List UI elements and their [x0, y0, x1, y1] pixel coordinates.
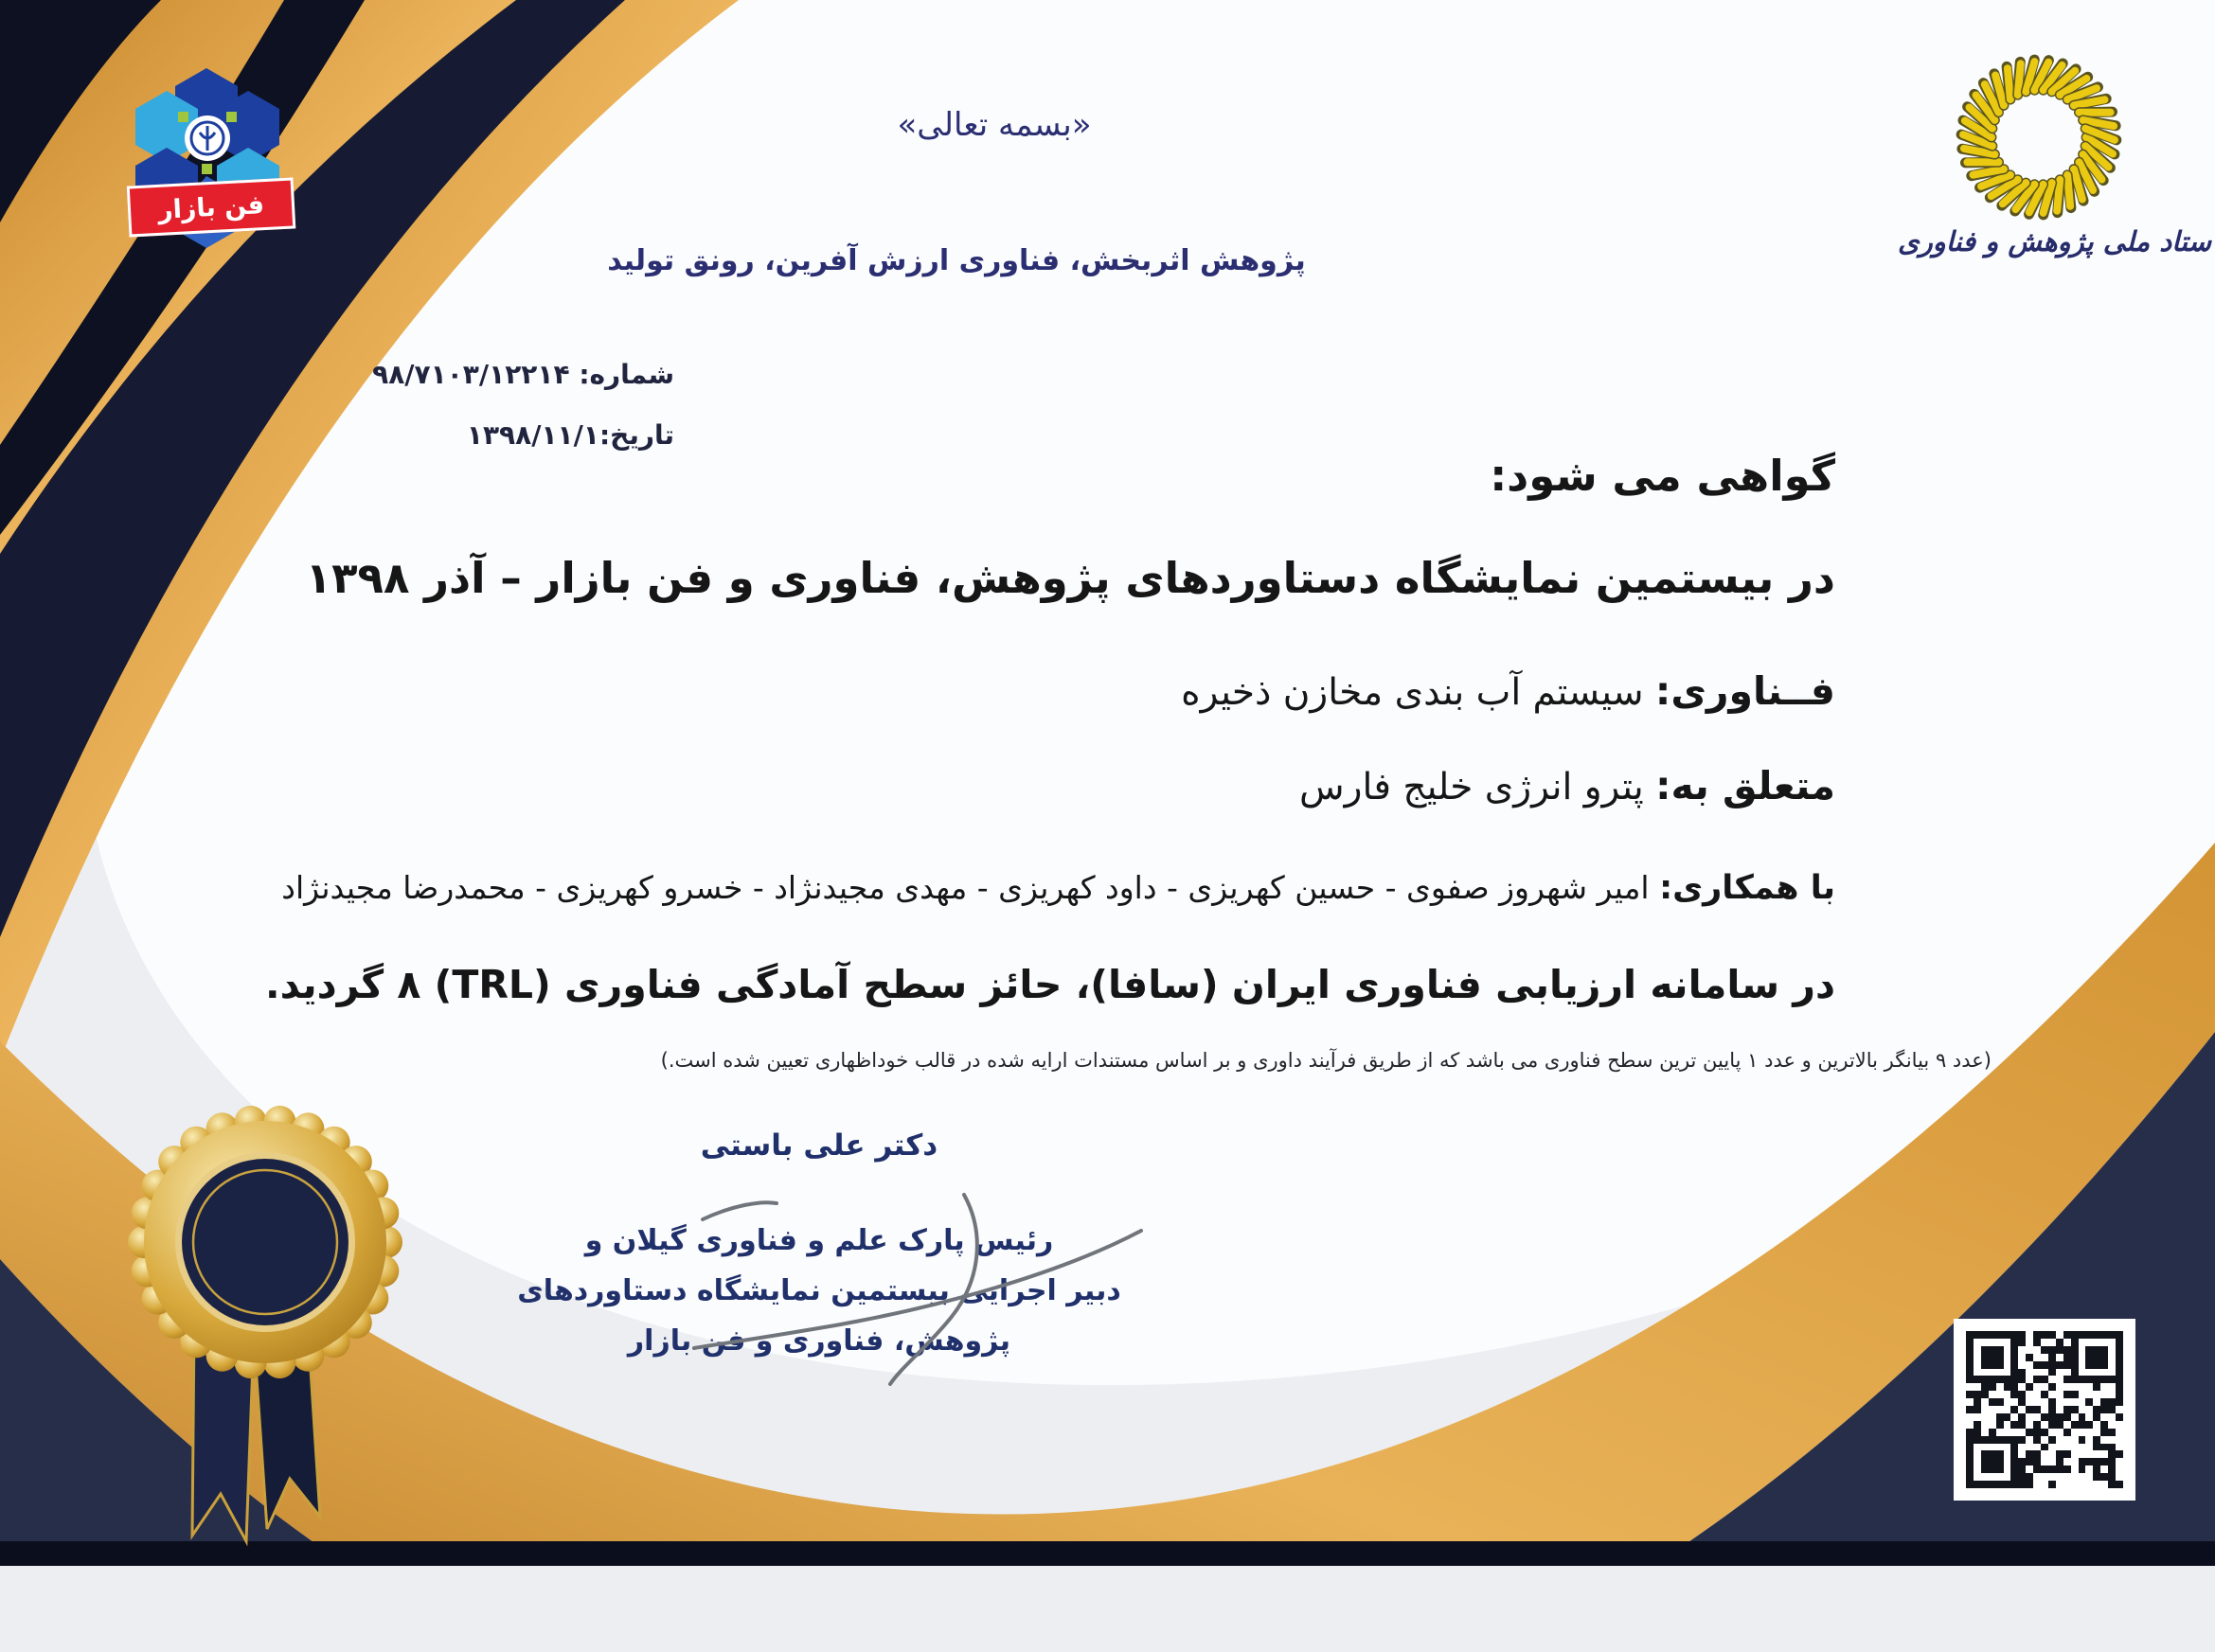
signer-title-2: دبیر اجرایی بیستمین نمایشگاه دستاوردهای [517, 1274, 1121, 1307]
bottom-edge-strip [0, 1541, 2215, 1566]
reference-block [322, 359, 674, 451]
collaborators-value: امیر شهروز صفوی - حسین کهریزی - داود کهریزی - مهدی مجیدنژاد - خسرو کهریزی - محمدرضا مجیدنژاد [281, 869, 1650, 906]
signer-titles [492, 1216, 1146, 1366]
number-value: ۹۸/۷۱۰۳/۱۲۲۱۴ [372, 359, 570, 390]
certify-heading: گواهی می شود: [1490, 451, 1835, 501]
result-line: در سامانه ارزیابی فناوری ایران (سافا)، حائز سطح آمادگی فناوری (TRL) ۸ گردید. [265, 962, 1835, 1007]
collaborators-line [281, 869, 1835, 907]
number-line [322, 359, 674, 390]
setad-caption: ستاد ملی پژوهش و فناوری [1898, 225, 2211, 258]
date-line [322, 419, 674, 451]
technology-label: فــناوری: [1654, 668, 1835, 714]
number-label: شماره: [579, 359, 674, 390]
technology-line [1181, 668, 1835, 714]
note-line: (عدد ۹ بیانگر بالاترین و عدد ۱ پایین ترین سطح فناوری می باشد که از طریق فرآیند داوری و بر اساس مستندات ارایه شده در قالب خوداظهاری تعیین شده است.) [660, 1049, 1992, 1072]
bismillah-text: «بسمه تعالی» [897, 106, 1092, 144]
signer-title-1: رئیس پارک علم و فناوری گیلان و [584, 1224, 1054, 1257]
date-label: تاریخ: [598, 419, 674, 451]
owner-value: پترو انرژی خلیج فارس [1299, 766, 1644, 808]
owner-label: متعلق به: [1655, 763, 1835, 808]
qr-code [1954, 1319, 2135, 1501]
slogan-text: پژوهش اثربخش، فناوری ارزش آفرین، رونق تولید [607, 244, 1306, 277]
technology-value: سیستم آب بندی مخازن ذخیره [1181, 671, 1644, 714]
event-line: در بیستمین نمایشگاه دستاوردهای پژوهش، فناوری و فن بازار – آذر ۱۳۹۸ [305, 553, 1835, 603]
fanbazaar-banner-text: فن بازار [157, 189, 265, 225]
medal [128, 1106, 402, 1378]
collaborators-label: با همکاری: [1659, 869, 1835, 907]
qr-modules [1966, 1331, 2123, 1488]
fanbazaar-banner [127, 177, 296, 237]
signer-name: دکتر علی باستی [700, 1128, 938, 1163]
signer-title-3: پژوهش، فناوری و فن بازار [627, 1324, 1011, 1358]
date-value: ۱۳۹۸/۱۱/۱ [466, 419, 599, 451]
owner-line [1299, 763, 1835, 808]
